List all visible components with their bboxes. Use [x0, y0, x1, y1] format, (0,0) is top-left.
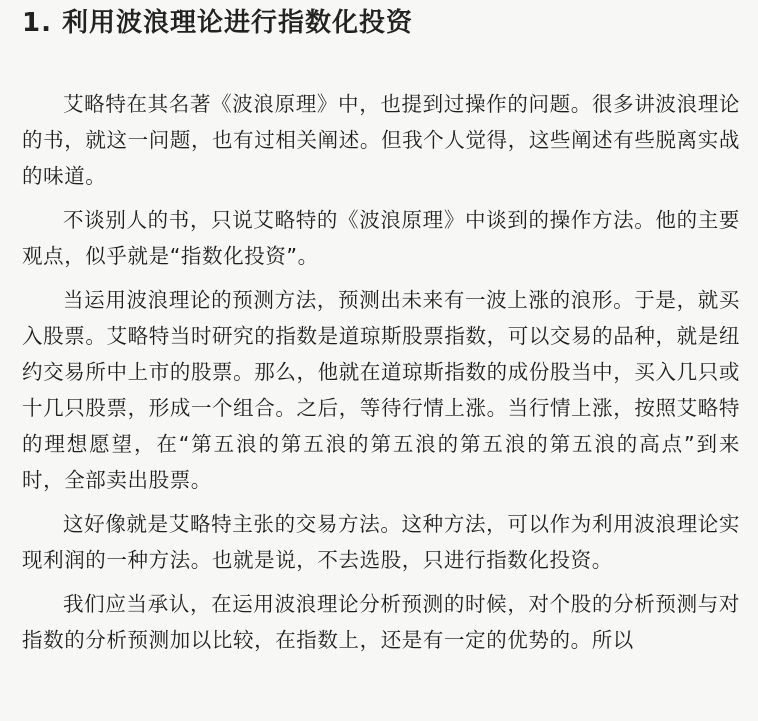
paragraph-2: 不谈别人的书，只说艾略特的《波浪原理》中谈到的操作方法。他的主要观点，似乎就是“指数化投资”。: [22, 208, 740, 268]
body-text: [22, 86, 740, 666]
paragraph-3: 当运用波浪理论的预测方法，预测出未来有一波上涨的浪形。于是，就买入股票。艾略特当时研究的指数是道琼斯股票指数，可以交易的品种，就是纽约交易所中上市的股票。那么，他就在道琼斯指数的成份股当中，买入几只或十几只股票，形成一个组合。之后，等待行情上涨。当行情上涨，按照艾略特的理想愿望，在“第五浪的第五浪的第五浪的第五浪的第五浪的高点”到来时，全部卖出股票。: [22, 288, 740, 492]
paragraph-1: 艾略特在其名著《波浪原理》中，也提到过操作的问题。很多讲波浪理论的书，就这一问题，也有过相关阐述。但我个人觉得，这些阐述有些脱离实战的味道。: [22, 92, 740, 188]
section-heading: 1. 利用波浪理论进行指数化投资: [22, 8, 414, 38]
paragraph-4: 这好像就是艾略特主张的交易方法。这种方法，可以作为利用波浪理论实现利润的一种方法。也就是说，不去选股，只进行指数化投资。: [22, 512, 740, 572]
paragraph-5: 我们应当承认，在运用波浪理论分析预测的时候，对个股的分析预测与对指数的分析预测加以比较，在指数上，还是有一定的优势的。所以: [22, 592, 740, 652]
